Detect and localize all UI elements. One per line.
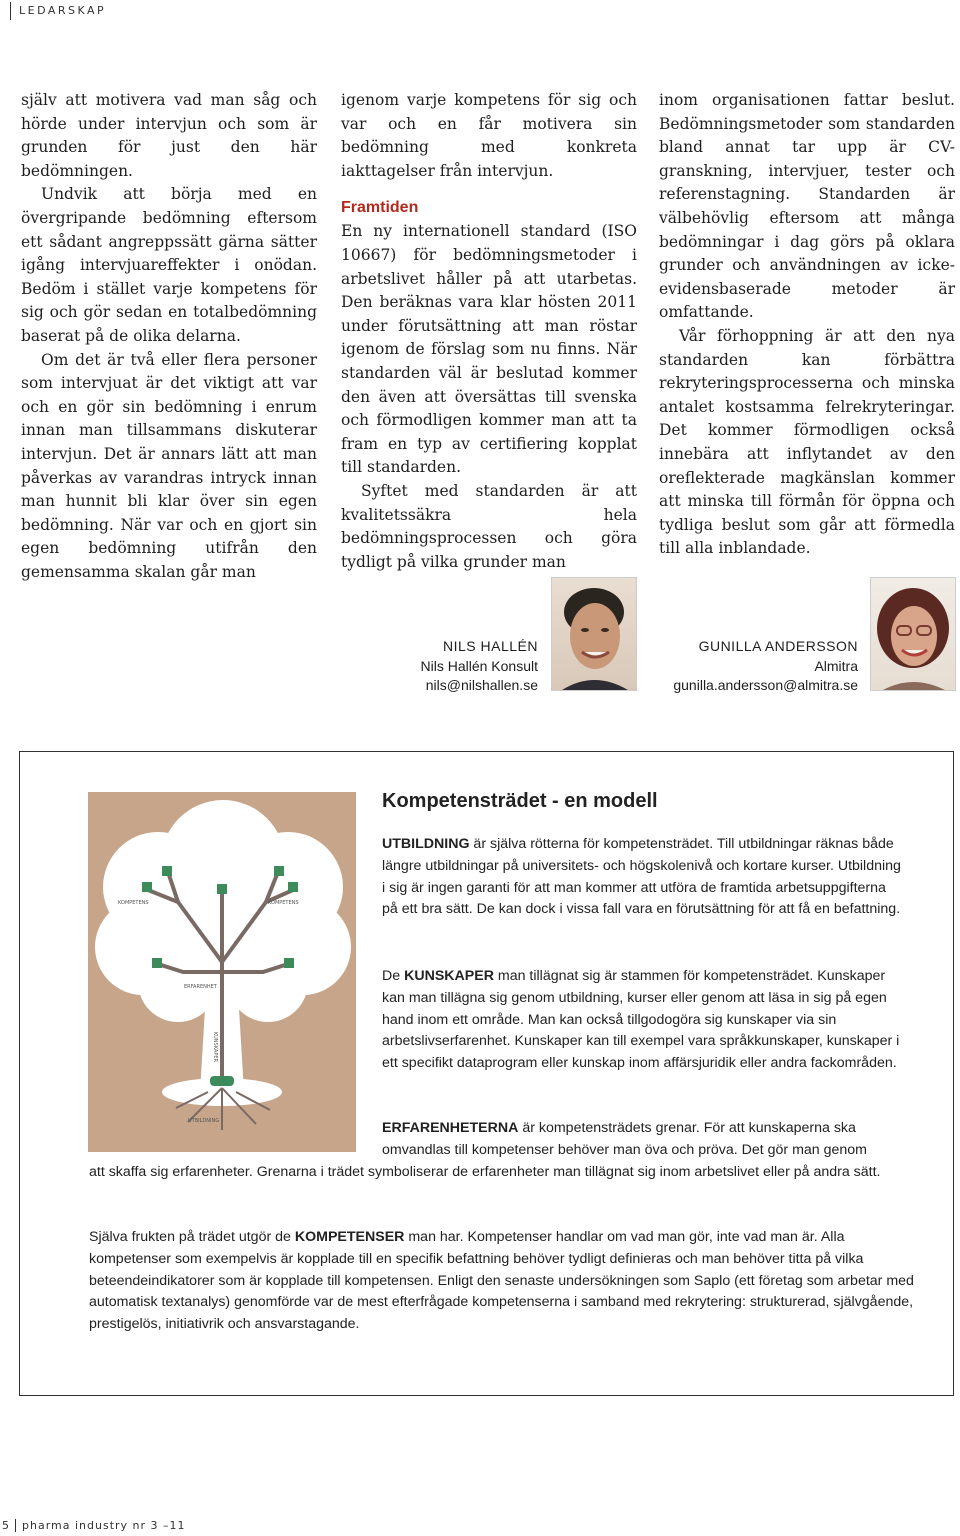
col3-paragraph-1: inom organisationen fattar beslut. Bedömningsmetoder som standarden bland annat tar upp är CV-granskning, intervjuer, tester och referenstagning. Standarden är välbehövlig eftersom att många bedömningar i dag görs på oklara grunder och användningen av icke-evidensbaserade metoder är omfattande. — [659, 91, 955, 322]
text-span: man har. Kompetenser handlar om vad man gör, inte vad man är. Alla kompetenser som exempelvis är kopplade till en specifik befattning behöver tydligt definieras och man behöver titta på vilka beteendeindikatorer som är kopplade till kompetensen. Enligt den senaste undersökningen som Saplo (ett företag som arbetar med automatisk textanalys) genomförde var de mest efterfrågade kompetenserna i samband med rekrytering: strukturerad, självgående, prestigelös, initiativrik och ansvarstagande. — [89, 1229, 914, 1333]
competence-tree-illustration — [88, 792, 356, 1152]
author-name: NILS HALLÉN — [443, 638, 538, 654]
section-heading-framtiden: Framtiden — [341, 199, 419, 217]
tree-label-experience: ERFARENHET — [184, 984, 217, 990]
tree-icon — [88, 792, 356, 1152]
text-span: omvandlas till kompetenser behöver man öva och pröva. Det gör man genom — [382, 1141, 867, 1158]
portrait-gunilla-icon — [871, 578, 955, 690]
section-header — [10, 2, 106, 20]
text-span: De — [382, 968, 405, 984]
box-paragraph-experience-a — [382, 1118, 907, 1162]
box-paragraph-knowledge — [382, 966, 902, 1075]
author-email[interactable]: gunilla.andersson@almitra.se — [673, 677, 858, 693]
col2-intro: igenom varje kompetens för sig och var och en får motivera sin bedömning med konkreta iakttagelser från intervjun. — [341, 91, 637, 180]
author-photo-nils — [551, 577, 637, 691]
col2-paragraph-1: En ny internationell standard (ISO 10667) för bedömningsmetoder i arbetslivet håller på att utarbetas. Den beräknas vara klar hösten 2011 under förutsättning att man röstar igenom de förslag som nu finns. När standarden väl är beslutad kommer den även att översättas till svenska och förmodligen kommer man att ta fram en typ av certifiering kopplat till standarden. — [341, 222, 637, 477]
author-email[interactable]: nils@nilshallen.se — [425, 677, 538, 693]
col1-paragraph-1: själv att motivera vad man såg och hörde under intervjun och som är grunden för just den här bedömningen. — [21, 91, 317, 180]
text-column-3 — [659, 89, 955, 561]
keyword-kompetenser: KOMPETENSER — [294, 1229, 405, 1245]
keyword-utbildning: UTBILDNING — [382, 836, 470, 852]
tree-label-education: UTBILDNING — [188, 1118, 220, 1124]
col1-paragraph-3: Om det är två eller flera personer som intervjuat är det viktigt att var och en gör sin bedömning i enrum innan man tillsammans diskuterar intervjun. Det är annars lätt att man påverkas av varandras intryck innan man hunnit bli klar över sin egen bedömning. När var och en gjort sin egen bedömning utifrån den gemensamma skalan går man — [21, 350, 317, 581]
page-number: 5 — [0, 1519, 16, 1532]
box-paragraph-experience-b: att skaffa sig erfarenheter. Grenarna i trädet symboliserar de erfarenheter man tillägnat sig inom arbetslivet eller på andra sätt. — [89, 1164, 881, 1180]
text-column-1 — [21, 89, 317, 584]
publication-name: pharma industry nr 3 –11 — [22, 1519, 186, 1532]
text-span: är kompetensträdets grenar. För att kunskaperna ska — [518, 1120, 856, 1136]
keyword-kunskaper: KUNSKAPER — [404, 968, 494, 984]
box-title: Kompetensträdet - en modell — [382, 790, 658, 812]
author-photo-gunilla — [870, 577, 956, 691]
author-company: Nils Hallén Konsult — [420, 657, 538, 674]
text-span: man tillägnat sig är stammen för kompetensträdet. Kunskaper kan man tillägna sig genom utbildning, kurser eller genom att läsa in sig på egen hand inom ett område. Man kan också tillgodogöra sig kunskaper via sin arbetslivserfarenhet. Kunskaper kan till exempel vara språkkunskaper, kunskaper i ett specifikt dataprogram eller kunskap inom affärsjuridik eller andra fackområden. — [382, 968, 900, 1072]
author-company: Almitra — [814, 657, 858, 674]
col1-paragraph-2: Undvik att börja med en övergripande bedömning eftersom ett sådant angreppssätt gärna sätter igång intervjuareffekter i onödan. Bedöm i stället varje kompetens för sig och gör sedan en totalbedömning baserat på de olika delarna. — [21, 185, 317, 345]
portrait-nils-icon — [552, 578, 636, 690]
box-paragraph-education — [382, 834, 902, 921]
box-paragraph-competence — [89, 1227, 915, 1336]
text-column-2 — [341, 89, 637, 574]
text-span: är själva rötterna för kompetensträdet. Till utbildningar räknas både längre utbildningar på universitets- och högskolenivå och kortare kurser. Utbildning i sig är ingen garanti för att man kommer att utföra de framtida arbetsuppgifterna på ett bra sätt. De kan dock i vissa fall vara en förutsättning för att få en befattning. — [382, 836, 901, 918]
col3-paragraph-2: Vår förhoppning är att den nya standarden kan förbättra rekryteringsprocesserna och minska antalet kostsamma felrekryteringar. Det kommer förmodligen också innebära att inflytandet av den oreflekterade magkänslan kommer att minska till förmån för öppna och tydliga beslut som går att förmedla till alla inblandade. — [659, 326, 955, 558]
tree-label-competence: KOMPETENS — [118, 900, 149, 906]
col2-paragraph-2: Syftet med standarden är att kvalitetssäkra hela bedömningsprocessen och göra tydligt på vilka grunder man — [341, 481, 637, 571]
tree-label-competence-right: KOMPETENS — [268, 900, 299, 906]
tree-label-knowledge: KUNSKAPER — [212, 1032, 218, 1062]
author-nils — [380, 637, 538, 696]
section-label: LEDARSKAP — [19, 4, 107, 17]
author-name: GUNILLA ANDERSSON — [698, 638, 858, 654]
text-span: Själva frukten på trädet utgör de — [89, 1229, 295, 1245]
keyword-erfarenheterna: ERFARENHETERNA — [382, 1120, 519, 1136]
page-footer — [0, 1519, 186, 1532]
author-gunilla — [660, 637, 858, 696]
